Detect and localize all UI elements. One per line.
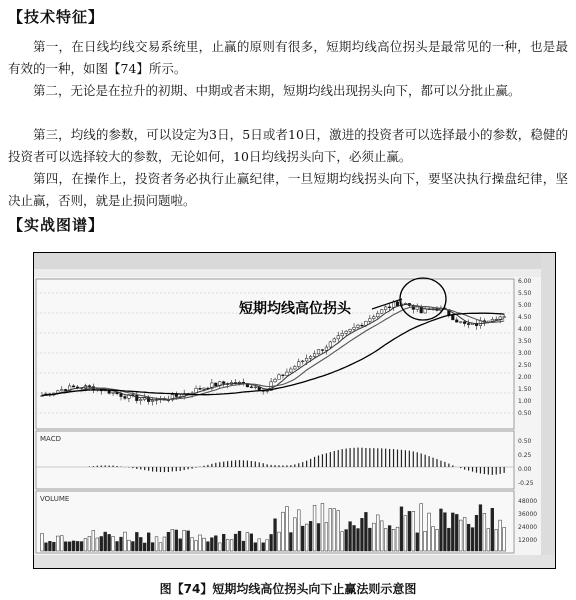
volume-tick-label: 12000	[518, 537, 538, 544]
volume-bar	[353, 525, 356, 551]
volume-bar	[286, 507, 289, 551]
candle-body	[309, 356, 312, 358]
candle-body	[278, 375, 281, 379]
candle-body	[301, 361, 304, 362]
volume-bar	[68, 542, 71, 551]
volume-bar	[222, 534, 225, 551]
price-tick-label: 5.50	[518, 290, 532, 297]
volume-bar	[309, 521, 312, 551]
volume-bar	[297, 510, 300, 551]
volume-bar	[467, 524, 470, 551]
date-axis-bar	[34, 555, 555, 568]
price-tick-label: 3.00	[518, 350, 532, 357]
volume-bar	[384, 529, 387, 551]
price-tick-label: 0.50	[518, 410, 532, 417]
volume-panel-label: VOLUME	[40, 495, 70, 503]
volume-bar	[341, 532, 344, 551]
candle-body	[57, 391, 60, 393]
macd-tick-label: 0.00	[518, 466, 532, 473]
volume-bar	[246, 533, 249, 551]
candle-body	[72, 386, 75, 387]
candle-body	[416, 307, 419, 309]
volume-bar	[52, 542, 55, 551]
candle-body	[294, 367, 297, 369]
volume-bar	[412, 511, 415, 551]
volume-bar	[372, 523, 375, 551]
volume-bar	[313, 505, 316, 551]
volume-bar	[345, 530, 348, 551]
volume-bar	[242, 541, 245, 551]
volume-bar	[479, 505, 482, 551]
candle-body	[215, 383, 218, 386]
candle-body	[297, 362, 300, 367]
candle-body	[341, 333, 344, 335]
volume-bar	[41, 533, 44, 551]
figure-caption: 图【74】短期均线高位拐头向下止赢法则示意图	[159, 582, 417, 596]
paragraph-4: 第四，在操作上，投资者务必执行止赢纪律，一旦短期均线拐头向下，要坚决执行操盘纪律，坚决止赢，否则，就是止损问题啦。	[8, 171, 568, 208]
volume-bar	[175, 530, 178, 551]
volume-bar	[440, 509, 443, 551]
candle-body	[361, 325, 364, 326]
chart-legend-bar	[34, 269, 555, 277]
volume-bar	[210, 538, 213, 551]
volume-bar	[388, 526, 391, 551]
volume-bar	[368, 528, 371, 551]
volume-bar	[92, 531, 95, 551]
volume-bar	[329, 509, 332, 551]
candle-body	[345, 331, 348, 333]
volume-bar	[191, 538, 194, 551]
candle-body	[112, 392, 115, 393]
volume-tick-label: 24000	[518, 524, 538, 531]
volume-bar	[104, 532, 107, 551]
candle-body	[191, 393, 194, 394]
volume-bar	[325, 523, 328, 551]
candle-body	[317, 350, 320, 354]
volume-bar	[147, 533, 150, 551]
volume-bar	[432, 527, 435, 551]
volume-bar	[128, 540, 131, 551]
candle-body	[467, 324, 470, 325]
price-tick-label: 6.00	[518, 278, 532, 285]
volume-bar	[45, 543, 48, 551]
price-tick-label: 4.50	[518, 314, 532, 321]
candle-body	[491, 319, 494, 321]
price-tick-label: 3.50	[518, 338, 532, 345]
macd-tick-label: 0.25	[518, 452, 532, 459]
volume-bar	[155, 537, 158, 551]
volume-bar	[475, 515, 478, 551]
volume-bar	[357, 529, 360, 551]
candle-body	[503, 317, 506, 318]
technical-features-heading: 【技术特征】	[8, 8, 105, 26]
chart-title-bar	[34, 253, 555, 269]
volume-bar	[100, 536, 103, 551]
volume-bar	[96, 538, 99, 551]
candle-body	[250, 387, 253, 388]
volume-bar	[234, 534, 237, 551]
volume-bar	[214, 536, 217, 551]
volume-bar	[301, 526, 304, 551]
volume-bar	[333, 509, 336, 551]
stock-chart-svg	[34, 253, 555, 568]
volume-bar	[447, 528, 450, 551]
volume-bar	[455, 514, 458, 551]
volume-bar	[444, 513, 447, 551]
candle-body	[455, 320, 458, 322]
candle-body	[136, 395, 139, 400]
candle-body	[254, 387, 257, 388]
volume-bar	[163, 537, 166, 551]
candle-body	[222, 382, 225, 384]
stock-chart-figure	[33, 252, 556, 569]
volume-bar	[416, 533, 419, 551]
volume-bar	[84, 539, 87, 551]
volume-bar	[88, 537, 91, 551]
candle-body	[357, 325, 360, 327]
volume-bar	[483, 513, 486, 551]
candle-body	[396, 302, 399, 306]
volume-bar	[203, 538, 206, 551]
chart-toolbar	[541, 253, 555, 568]
volume-bar	[124, 532, 127, 551]
volume-bar	[238, 531, 241, 551]
price-axis-labels	[518, 278, 532, 417]
volume-bar	[282, 512, 285, 551]
volume-axis-labels	[518, 498, 537, 544]
candle-body	[124, 397, 127, 399]
volume-bar	[230, 540, 233, 551]
candle-body	[463, 322, 466, 324]
chart-section-heading: 【实战图谱】	[8, 216, 105, 234]
volume-bar	[349, 522, 352, 551]
macd-panel-label: MACD	[40, 435, 61, 443]
volume-bar	[266, 540, 269, 551]
candle-body	[203, 388, 206, 389]
volume-bar	[491, 508, 494, 551]
volume-bar	[218, 543, 221, 551]
volume-bar	[337, 511, 340, 551]
volume-bar	[80, 542, 83, 551]
paragraph-1: 第一，在日线均线交易系统里，止赢的原则有很多，短期均线高位拐头是最常见的一种，也是最有效的一种，如图【74】所示。	[8, 39, 568, 76]
volume-bar	[135, 532, 138, 551]
volume-bar	[199, 535, 202, 551]
candle-body	[305, 358, 308, 361]
macd-tick-label: 0.50	[518, 438, 532, 445]
volume-tick-label: 48000	[518, 498, 538, 505]
volume-bar	[187, 531, 190, 551]
volume-bar	[262, 543, 265, 551]
volume-bar	[120, 537, 123, 551]
candle-body	[290, 369, 293, 372]
volume-bar	[151, 543, 154, 551]
volume-bar	[463, 518, 466, 551]
candle-body	[353, 327, 356, 329]
volume-bar	[250, 534, 253, 551]
candle-body	[388, 307, 391, 308]
volume-bar	[289, 533, 292, 551]
volume-bar	[428, 513, 431, 551]
volume-bar	[60, 536, 63, 551]
volume-bar	[183, 530, 186, 551]
volume-bar	[278, 532, 281, 551]
volume-bar	[207, 542, 210, 551]
volume-bar	[459, 520, 462, 551]
price-tick-label: 2.00	[518, 374, 532, 381]
volume-bar	[361, 518, 364, 551]
candle-body	[329, 342, 332, 347]
price-tick-label: 1.50	[518, 386, 532, 393]
candle-body	[274, 379, 277, 382]
volume-bar	[112, 537, 115, 551]
volume-bar	[274, 519, 277, 551]
price-tick-label: 2.50	[518, 362, 532, 369]
candle-body	[499, 317, 502, 319]
volume-bar	[254, 543, 257, 551]
candle-body	[313, 354, 316, 357]
volume-bar	[167, 532, 170, 551]
volume-bar	[392, 529, 395, 551]
volume-bar	[495, 530, 498, 551]
candle-body	[286, 372, 289, 375]
candle-body	[380, 310, 383, 314]
volume-bar	[321, 503, 324, 551]
candle-body	[384, 307, 387, 310]
volume-bar	[56, 536, 59, 551]
volume-bar	[317, 524, 320, 551]
volume-bar	[76, 541, 79, 551]
paragraph-2: 第二，无论是在拉升的初期、中期或者末期，短期均线出现拐头向下，都可以分批止赢。	[33, 83, 521, 98]
volume-bar	[499, 520, 502, 551]
paragraph-3: 第三，均线的参数，可以设定为3日，5日或者10日，激进的投资者可以选择最小的参数，稳健的投资者可以选择较大的参数，无论如何，10日均线拐头向下，必须止赢。	[8, 127, 568, 164]
volume-bar	[400, 507, 403, 551]
candle-body	[337, 336, 340, 339]
volume-bar	[380, 521, 383, 551]
price-tick-label: 1.00	[518, 398, 532, 405]
candle-body	[60, 389, 63, 390]
candle-body	[64, 389, 67, 390]
volume-bar	[451, 513, 454, 551]
volume-bar	[365, 512, 368, 551]
volume-bar	[226, 540, 229, 551]
volume-bar	[159, 543, 162, 551]
candle-body	[282, 375, 285, 376]
volume-bar	[424, 531, 427, 551]
volume-bar	[420, 504, 423, 551]
volume-bar	[131, 542, 134, 551]
annotation-label: 短期均线高位拐头	[239, 301, 351, 317]
candle-body	[369, 319, 372, 322]
candle-body	[373, 317, 376, 319]
price-tick-label: 4.00	[518, 326, 532, 333]
candle-body	[376, 313, 379, 316]
volume-bar	[143, 543, 146, 551]
volume-bar	[436, 529, 439, 551]
volume-bar	[471, 528, 474, 551]
volume-tick-label: 36000	[518, 511, 538, 518]
candle-body	[452, 316, 455, 320]
candle-body	[349, 329, 352, 331]
volume-bar	[258, 539, 261, 551]
volume-bar	[305, 524, 308, 551]
volume-bar	[408, 511, 411, 551]
macd-panel	[36, 431, 514, 489]
volume-bar	[293, 518, 296, 551]
volume-bar	[396, 527, 399, 551]
volume-bar	[139, 537, 142, 551]
volume-bar	[195, 541, 198, 551]
candle-body	[199, 388, 202, 389]
candle-body	[175, 395, 178, 397]
volume-bar	[64, 542, 67, 551]
volume-bar	[171, 529, 174, 551]
volume-bar	[487, 529, 490, 551]
candle-body	[325, 347, 328, 350]
volume-bar	[404, 516, 407, 551]
macd-axis-labels	[518, 438, 534, 487]
volume-bar	[503, 527, 506, 551]
volume-bar	[49, 541, 52, 551]
volume-bar	[72, 541, 75, 551]
price-tick-label: 5.00	[518, 302, 532, 309]
volume-bar	[179, 539, 182, 551]
macd-tick-label: -0.25	[518, 480, 534, 487]
volume-bar	[108, 534, 111, 551]
candle-body	[424, 309, 427, 313]
volume-bar	[116, 542, 119, 551]
candle-body	[459, 322, 462, 323]
candle-body	[151, 400, 154, 401]
candle-body	[139, 400, 142, 401]
volume-bar	[270, 534, 273, 551]
volume-bar	[376, 515, 379, 551]
candle-body	[321, 350, 324, 351]
candle-body	[120, 394, 123, 397]
candle-body	[333, 339, 336, 342]
